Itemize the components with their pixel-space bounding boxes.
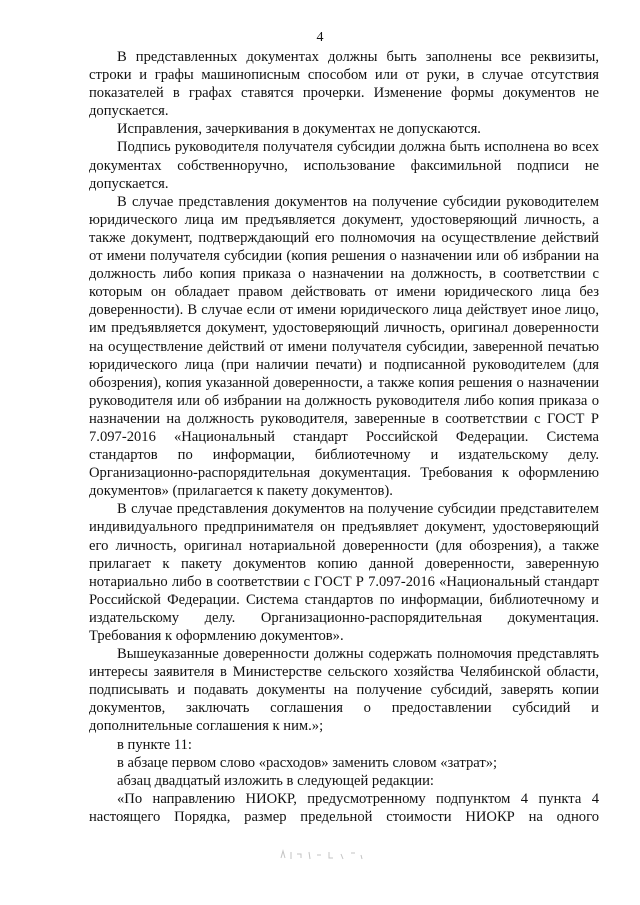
paragraph-twentieth-abzac: абзац двадцатый изложить в следующей редакции: bbox=[117, 772, 434, 789]
paragraph-power-of-attorney: Вышеуказанные доверенности должны содержать полномочия представлять интересы заявителя в Министерстве сельского хозяйства Челябинской области, подписывать и подавать документы на получение субсидий, заверять копии документов, заключать соглашения о предоставлении субсидий и дополнительные соглашения к ним.»; bbox=[89, 646, 599, 735]
paragraph-niokr: «По направлению НИОКР, предусмотренному подпунктом 4 пункта 4 настоящего Порядка, размер предельной стоимости НИОКР на одного bbox=[89, 790, 599, 825]
paragraph-first-abzac: в абзаце первом слово «расходов» заменить словом «затрат»; bbox=[117, 754, 498, 771]
paragraph-entrepreneur: В случае представления документов на получение субсидии представителем индивидуального предпринимателя он предъявляет документ, удостоверяющий его личность, оригинал нотариальной доверенности (для обозрения), а также прилагает к пакету документов копию данной доверенности, заверенную нотариально либо в соответствии с ГОСТ Р 7.097-2016 «Национальный стандарт Российской Федерации. Система стандартов по информации, библиотечному и издательскому делу. Организационно-распорядительная документация. Требования к оформлению документов». bbox=[89, 501, 599, 644]
paragraph-legal-entity: В случае представления документов на получение субсидии руководителем юридического лица им предъявляется документ, удостоверяющий личность, а также документ, подтверждающий его полномочия на осуществление действий от имени получателя субсидии (копия решения о назначении или об избрании на должность либо копия приказа о назначении на должность, в соответствии с которым он обладает правом действовать от имени юридического лица без доверенности). В случае если от имени юридического лица действует иное лицо, им предъявляется документ, удостоверяющий личность, оригинал доверенности на осуществление действий от имени получателя субсидии, заверенной печатью юридического лица (при наличии печати) и подписанной руководителем (для обозрения), копия указанной доверенности, а также копия решения о назначении руководителя или об избрании на должность руководителя либо копия приказа о назначении на должность руководителя, заверенные в соответствии с ГОСТ Р 7.097-2016 «Национальный стандарт Российской Федерации. Система стандартов по информации, библиотечному и издательскому делу. Организационно-распорядительная документация. Требования к оформлению документов» (прилагается к пакету документов). bbox=[89, 193, 599, 500]
paragraph-corrections: Исправления, зачеркивания в документах не допускаются. bbox=[117, 121, 481, 138]
paragraph-signature: Подпись руководителя получателя субсидии должна быть исполнена во всех документах собственноручно, использование факсимильной подписи не допускается. bbox=[89, 139, 599, 192]
scan-stamp-mark bbox=[277, 846, 367, 864]
document-body bbox=[89, 48, 599, 826]
page-number: 4 bbox=[316, 30, 324, 45]
paragraph-point-11: в пункте 11: bbox=[117, 736, 192, 753]
paragraph-requisites: В представленных документах должны быть заполнены все реквизиты, строки и графы машинописным способом или от руки, в случае отсутствия показателей в графах ставятся прочерки. Изменение формы документов не допускается. bbox=[89, 49, 599, 120]
